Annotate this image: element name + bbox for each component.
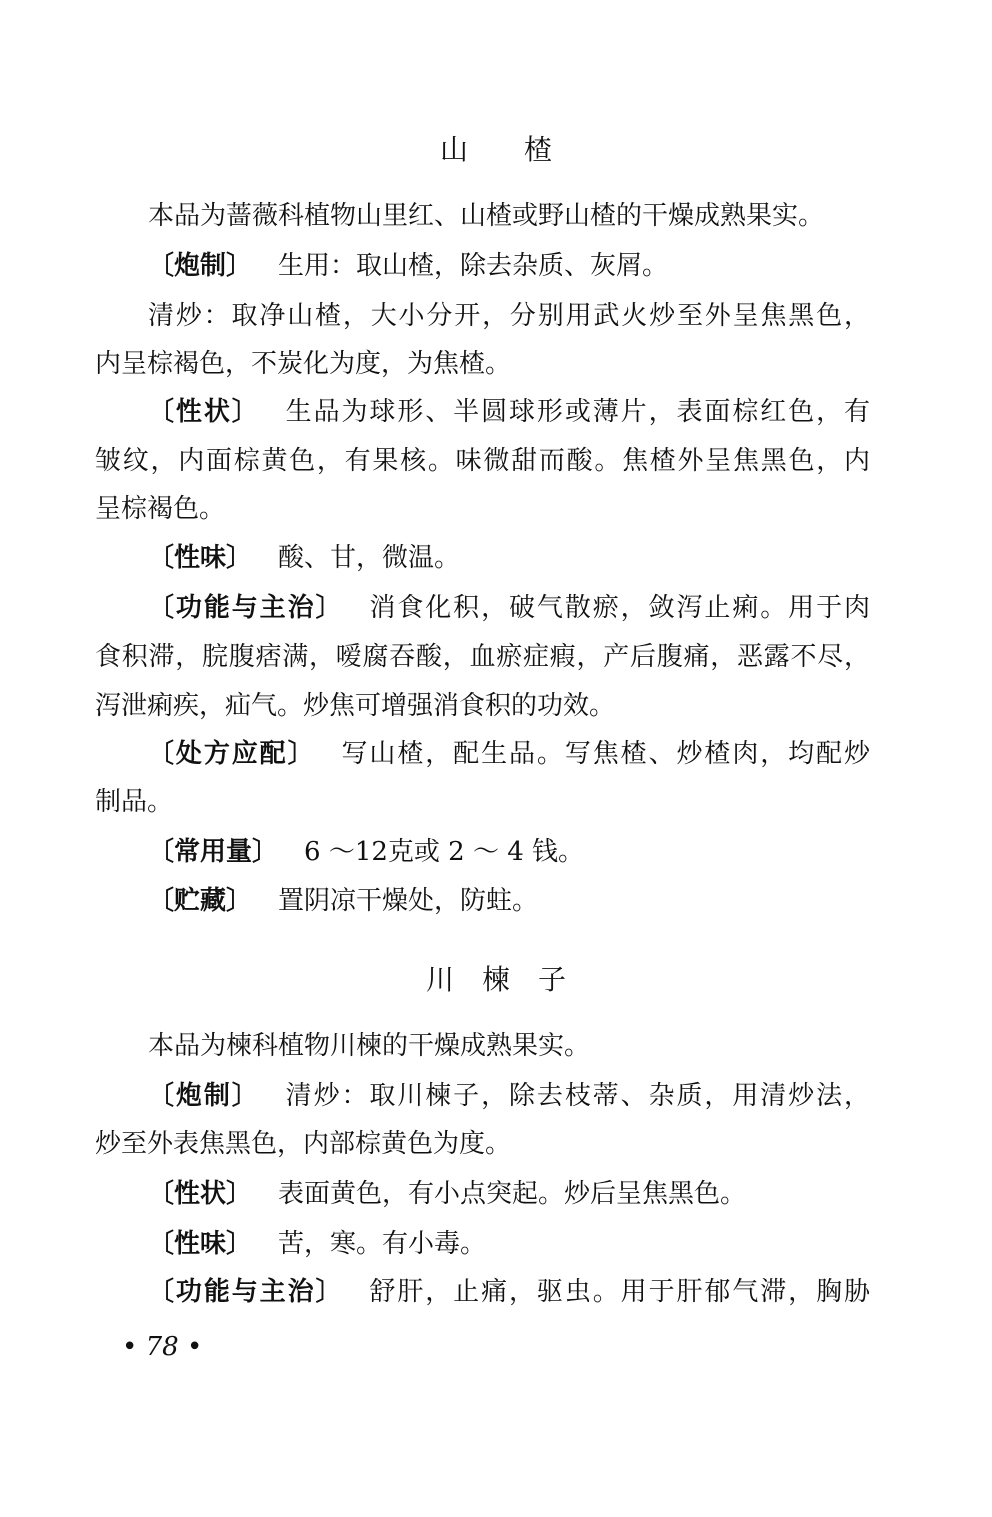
label-paozhi-2: 〔炮制〕 <box>148 1081 260 1111</box>
paragraph-paozhi-2-line1 <box>148 1080 870 1112</box>
label-paozhi: 〔炮制〕 <box>148 251 253 281</box>
paragraph-xingzhuang-line2: 皱纹，内面棕黄色，有果核。味微甜而酸。焦楂外呈焦黑色，内 <box>95 446 870 476</box>
paragraph-paozhi-2-line2: 炒至外表焦黑色，内部棕黄色为度。 <box>95 1129 512 1159</box>
paragraph-qingchao-line2: 内呈棕褐色，不炭化为度，为焦楂。 <box>95 349 512 379</box>
text-zhucang: 置阴凉干燥处，防蛀。 <box>278 886 539 916</box>
text-paozhi-2: 清炒：取川楝子，除去枝蒂、杂质，用清炒法， <box>285 1081 870 1111</box>
label-xingwei-2: 〔性味〕 <box>148 1229 253 1259</box>
paragraph-xingzhuang-line1 <box>148 396 870 428</box>
text-xingwei: 酸、甘，微温。 <box>278 543 461 573</box>
paragraph-xingwei-2 <box>148 1228 870 1260</box>
paragraph-intro: 本品为蔷薇科植物山里红、山楂或野山楂的干燥成熟果实。 <box>148 201 825 231</box>
text-gongneng-2: 舒肝，止痛，驱虫。用于肝郁气滞，胸胁 <box>369 1277 870 1307</box>
label-gongneng: 〔功能与主治〕 <box>148 593 344 623</box>
label-gongneng-2: 〔功能与主治〕 <box>148 1277 344 1307</box>
text-chufang: 写山楂，配生品。写焦楂、炒楂肉，均配炒 <box>341 739 870 769</box>
paragraph-gongneng-line1 <box>148 592 870 624</box>
label-zhucang: 〔贮藏〕 <box>148 886 253 916</box>
paragraph-chufang-line2: 制品。 <box>95 787 174 817</box>
text-paozhi: 生用：取山楂，除去杂质、灰屑。 <box>278 251 669 281</box>
text-yongliang: 6 ～12克或 2 ～ 4 钱。 <box>304 837 585 867</box>
label-xingzhuang-2: 〔性状〕 <box>148 1179 253 1209</box>
paragraph-chufang-line1 <box>148 738 870 770</box>
label-xingwei: 〔性味〕 <box>148 543 253 573</box>
paragraph-xingwei <box>148 542 870 574</box>
paragraph-qingchao-line1: 清炒：取净山楂，大小分开，分别用武火炒至外呈焦黑色， <box>148 301 870 331</box>
text-xingwei-2: 苦，寒。有小毒。 <box>278 1229 487 1259</box>
paragraph-gongneng-line2: 食积滞，脘腹痞满，嗳腐吞酸，血瘀症瘕，产后腹痛，恶露不尽， <box>95 642 870 672</box>
page-number: • 78 • <box>122 1332 203 1362</box>
label-chufang: 〔处方应配〕 <box>148 739 316 769</box>
paragraph-intro-2: 本品为楝科植物川楝的干燥成熟果实。 <box>148 1031 591 1061</box>
paragraph-xingzhuang-2 <box>148 1178 870 1210</box>
paragraph-yongliang <box>148 836 870 868</box>
section-title-chuanlianzi: 川 楝 子 <box>425 963 566 996</box>
label-yongliang: 〔常用量〕 <box>148 837 279 867</box>
paragraph-xingzhuang-line3: 呈棕褐色。 <box>95 494 226 524</box>
text-gongneng: 消食化积，破气散瘀，敛泻止痢。用于肉 <box>369 593 870 623</box>
text-xingzhuang: 生品为球形、半圆球形或薄片，表面棕红色，有 <box>285 397 870 427</box>
paragraph-gongneng-line3: 泻泄痢疾，疝气。炒焦可增强消食积的功效。 <box>95 691 616 721</box>
paragraph-zhucang <box>148 885 870 917</box>
text-xingzhuang-2: 表面黄色，有小点突起。炒后呈焦黑色。 <box>278 1179 747 1209</box>
label-xingzhuang: 〔性状〕 <box>148 397 260 427</box>
paragraph-gongneng-2-line1 <box>148 1276 870 1308</box>
paragraph-paozhi <box>148 250 870 282</box>
section-title-shanzha: 山 楂 <box>439 133 552 166</box>
